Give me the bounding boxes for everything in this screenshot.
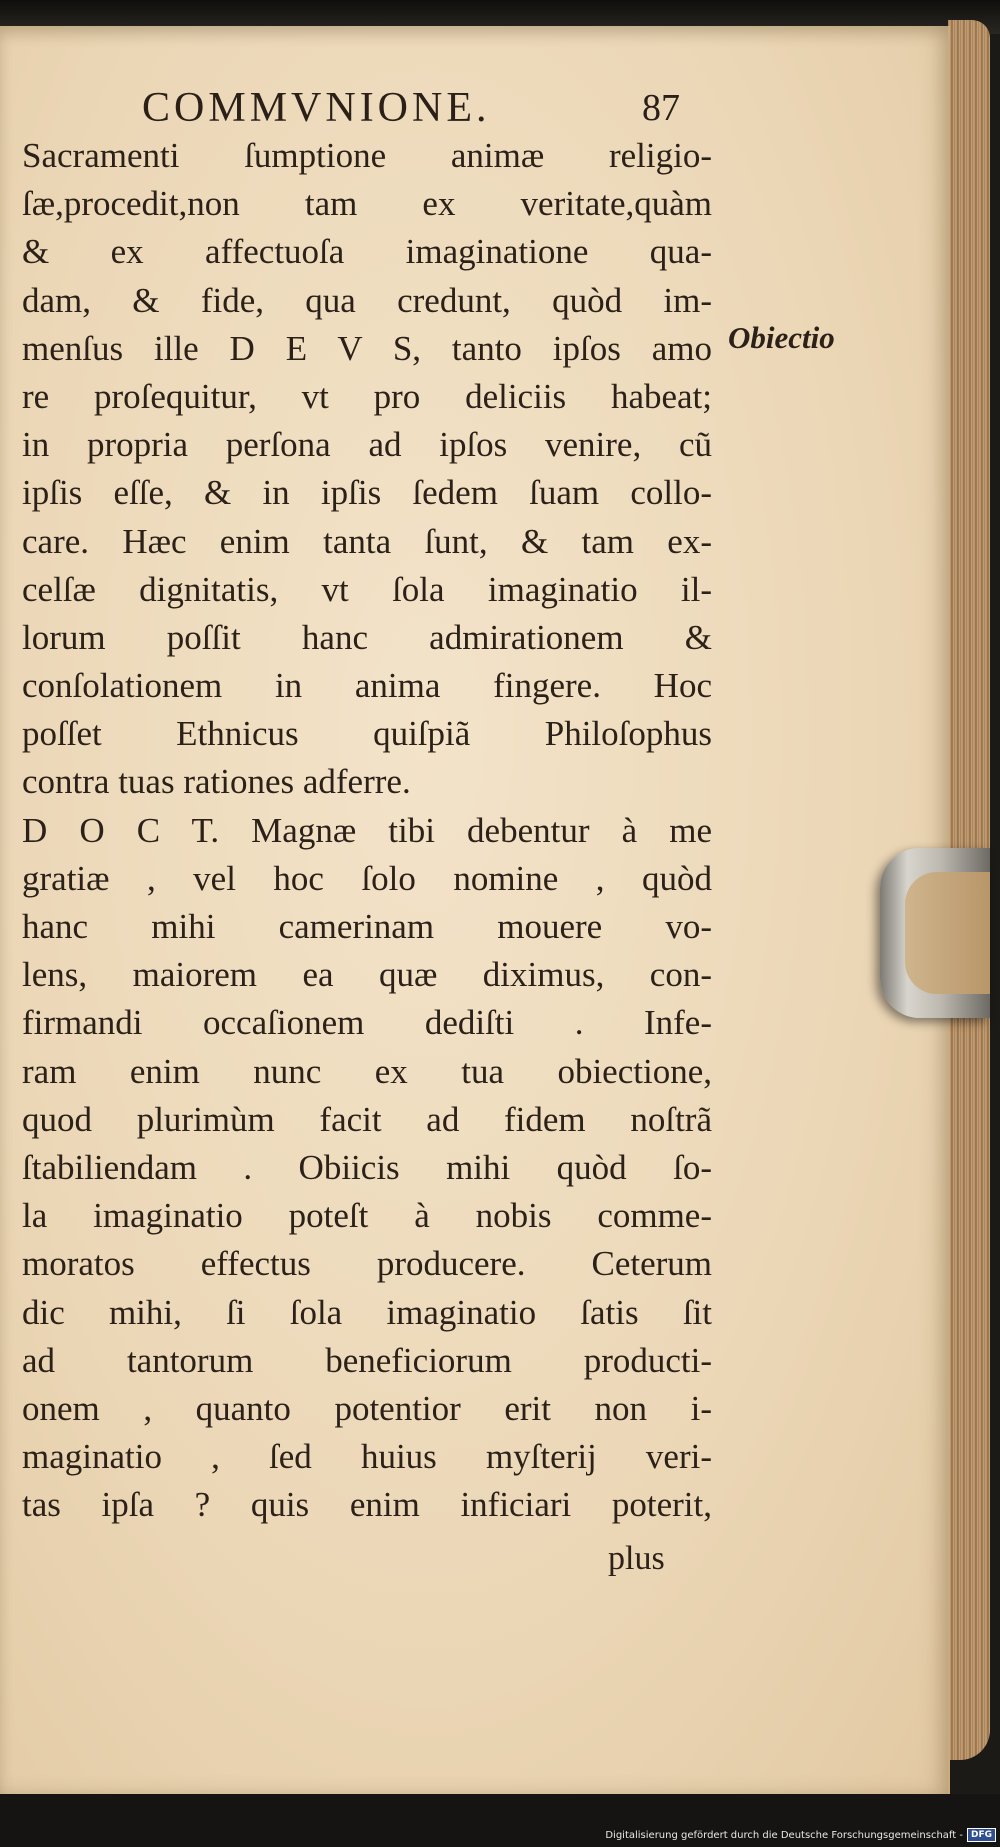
- text-line: celſæ dignitatis, vt ſola imaginatio il-: [22, 569, 712, 609]
- text-line: lorum poſſit hanc admirationem &: [22, 617, 712, 657]
- catchword: plus: [608, 1540, 665, 1577]
- text-line: dam, & fide, qua credunt, quòd im-: [22, 280, 712, 320]
- text-line: dic mihi, ſi ſola imaginatio ſatis ſit: [22, 1292, 712, 1332]
- digitization-credit: [605, 1826, 996, 1844]
- text-line: gratiæ , vel hoc ſolo nomine , quòd: [22, 858, 712, 898]
- running-head-title: COMMVNIONE.: [142, 85, 491, 131]
- book-clasp-inner: [905, 872, 990, 994]
- text-line: conſolationem in anima fingere. Hoc: [22, 666, 712, 706]
- body-text: [22, 132, 722, 1529]
- text-line: onem , quanto potentior erit non i-: [22, 1388, 712, 1428]
- page-number: 87: [642, 87, 680, 129]
- text-line: ipſis eſſe, & in ipſis ſedem ſuam collo-: [22, 473, 712, 513]
- text-line: ſtabiliendam . Obiicis mihi quòd ſo-: [22, 1147, 712, 1187]
- text-line: maginatio , ſed huius myſterij veri-: [22, 1437, 712, 1477]
- text-line: in propria perſona ad ipſos venire, cũ: [22, 425, 712, 465]
- text-line: firmandi occaſionem dediſti . Infe-: [22, 1003, 712, 1043]
- text-line: lens, maiorem ea quæ diximus, con-: [22, 955, 712, 995]
- text-line: menſus ille D E V S, tanto ipſos amo: [22, 328, 712, 368]
- text-line: care. Hæc enim tanta ſunt, & tam ex-: [22, 521, 712, 561]
- text-line: tas ipſa ? quis enim inficiari poterit,: [22, 1485, 712, 1525]
- dfg-logo: DFG: [967, 1828, 996, 1842]
- text-line: ad tantorum beneficiorum producti-: [22, 1340, 712, 1380]
- running-head: [22, 84, 712, 138]
- marginal-note: Obiectio: [728, 320, 835, 355]
- text-line: moratos effectus producere. Ceterum: [22, 1244, 712, 1284]
- text-line: la imaginatio poteſt à nobis comme-: [22, 1196, 712, 1236]
- credit-text: Digitalisierung gefördert durch die Deutsche Forschungsgemeinschaft -: [605, 1829, 963, 1841]
- text-line: contra tuas rationes adferre.: [22, 762, 411, 802]
- text-line: D O C T. Magnæ tibi debentur à me: [22, 810, 712, 850]
- text-line: hanc mihi camerinam mouere vo-: [22, 907, 712, 946]
- text-line: ſæ,procedit,non tam ex veritate,quàm: [22, 184, 712, 224]
- text-line: quod plurimùm facit ad fidem noſtrã: [22, 1099, 712, 1139]
- text-line: Sacramenti ſumptione animæ religio-: [22, 136, 712, 175]
- text-line: & ex affectuoſa imaginatione qua-: [22, 232, 712, 272]
- text-line: re proſequitur, vt pro deliciis habeat;: [22, 376, 712, 416]
- text-line: poſſet Ethnicus quiſpiã Philoſophus: [22, 714, 712, 754]
- text-line: ram enim nunc ex tua obiectione,: [22, 1051, 712, 1091]
